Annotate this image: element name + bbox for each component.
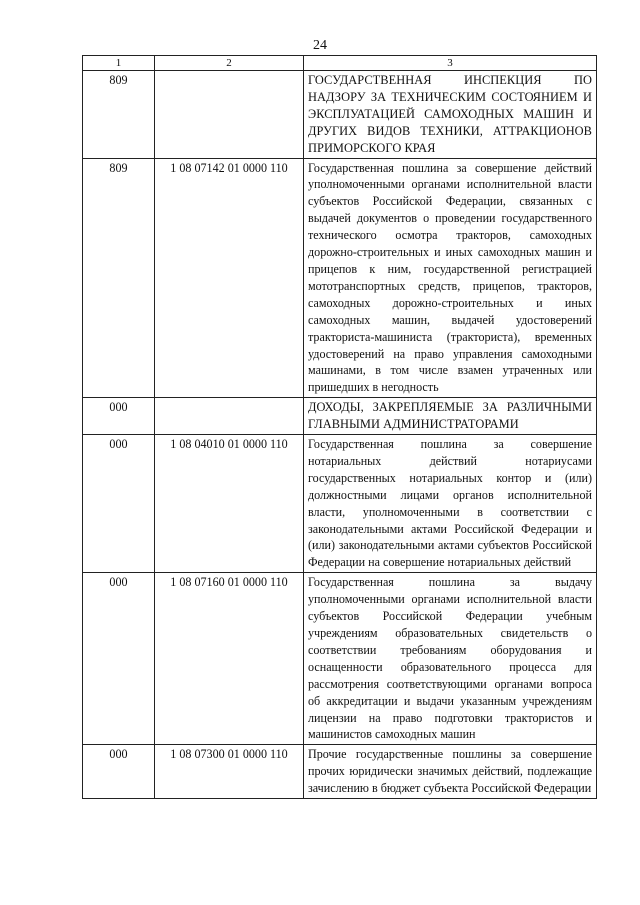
table-header-row	[83, 56, 597, 71]
budget-classification-code	[155, 71, 304, 159]
administrator-code: 809	[83, 158, 155, 398]
row-description: ГОСУДАРСТВЕННАЯ ИНСПЕКЦИЯ ПО НАДЗОРУ ЗА ТЕХНИЧЕСКИМ СОСТОЯНИЕМ И ЭКСПЛУАТАЦИЕЙ САМОХОДНЫХ МАШИН И ДРУГИХ ВИДОВ ТЕХНИКИ, АТТРАКЦИОНОВ ПРИМОРСКОГО КРАЯ	[304, 71, 597, 159]
column-header-1: 1	[83, 56, 155, 71]
row-description: ДОХОДЫ, ЗАКРЕПЛЯЕМЫЕ ЗА РАЗЛИЧНЫМИ ГЛАВНЫМИ АДМИНИСТРАТОРАМИ	[304, 398, 597, 435]
table-row	[83, 745, 597, 799]
table-row	[83, 573, 597, 745]
budget-classification-code: 1 08 07160 01 0000 110	[155, 573, 304, 745]
row-description: Государственная пошлина за выдачу уполномоченными органами исполнительной власти субъектов Российской Федерации учебным учреждениям образовательных свидетельств о соответствии требованиям оборудования и оснащенности образовательного процесса для рассмотрения соответствующими органами вопроса об аккредитации и выдачи указанным учреждениям лицензии на право подготовки трактористов и машинистов самоходных машин	[304, 573, 597, 745]
administrator-code: 000	[83, 398, 155, 435]
revenue-codes-table	[82, 55, 597, 799]
budget-classification-code: 1 08 04010 01 0000 110	[155, 435, 304, 573]
budget-classification-code: 1 08 07300 01 0000 110	[155, 745, 304, 799]
row-description: Прочие государственные пошлины за совершение прочих юридически значимых действий, подлежащие зачислению в бюджет субъекта Российской Федерации	[304, 745, 597, 799]
table-row	[83, 158, 597, 398]
administrator-code: 000	[83, 573, 155, 745]
column-header-2: 2	[155, 56, 304, 71]
row-description: Государственная пошлина за совершение нотариальных действий нотариусами государственных нотариальных контор и (или) должностными лицами органов исполнительной власти, уполномоченными в соответствии с законодательными актами Российской Федерации и (или) законодательными актами субъектов Российской Федерации на совершение нотариальных действий	[304, 435, 597, 573]
budget-classification-code	[155, 398, 304, 435]
row-description: Государственная пошлина за совершение действий уполномоченными органами исполнительной власти субъектов Российской Федерации, связанных с выдачей документов о проведении государственного технического осмотра тракторов, самоходных дорожно-строительных и иных самоходных машин и прицепов к ним, государственной регистрацией мототранспортных средств, прицепов, тракторов, самоходных дорожно-строительных и иных самоходных машин, выдачей удостоверений тракториста-машиниста (тракториста), временных удостоверений на право управления самоходными машинами, в том числе взамен утраченных или пришедших в негодность	[304, 158, 597, 398]
page-number: 24	[313, 38, 327, 53]
column-header-3: 3	[304, 56, 597, 71]
budget-classification-code: 1 08 07142 01 0000 110	[155, 158, 304, 398]
administrator-code: 000	[83, 435, 155, 573]
table-row	[83, 398, 597, 435]
table-row	[83, 71, 597, 159]
administrator-code: 000	[83, 745, 155, 799]
administrator-code: 809	[83, 71, 155, 159]
table-row	[83, 435, 597, 573]
